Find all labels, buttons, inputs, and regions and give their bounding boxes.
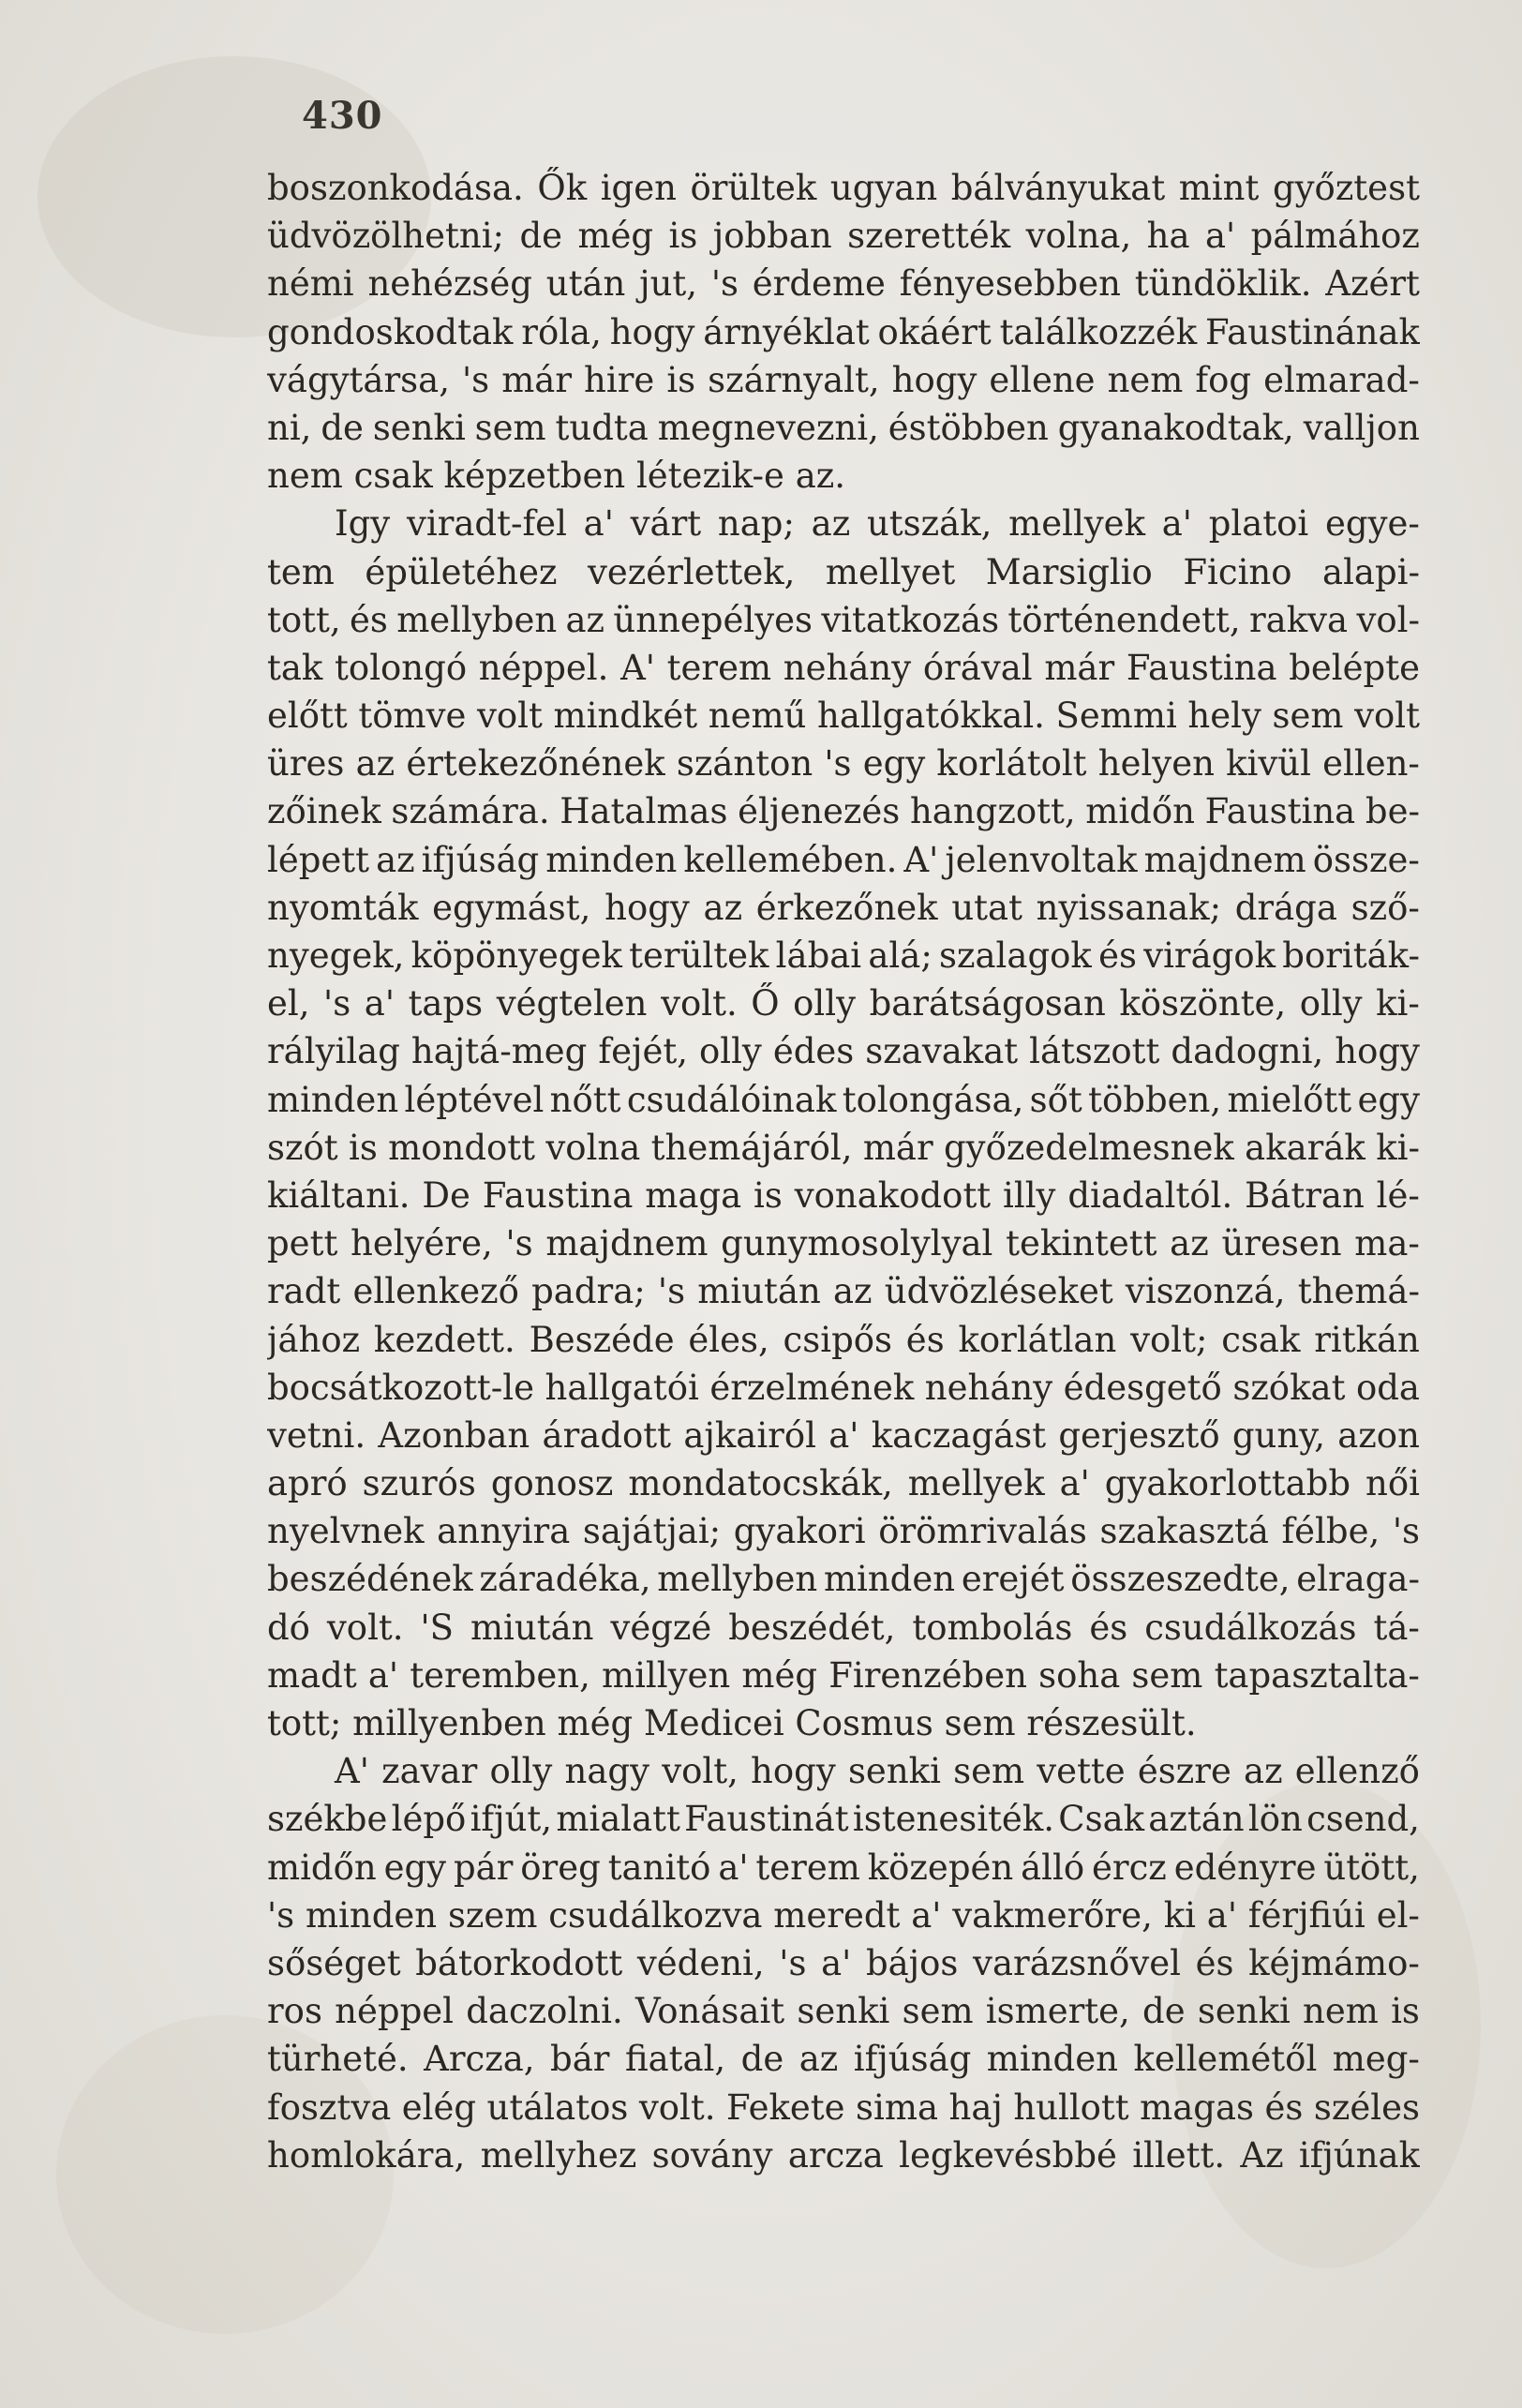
page-number: 430 <box>302 94 383 138</box>
text-line: tott; millyenben még Medicei Cosmus sem részesült. <box>267 1703 1197 1743</box>
text-line: némi nehézség után jut, 's érdeme fényesebben tündöklik. Azért <box>267 263 1420 305</box>
text-line: madt a' teremben, millyen még Firenzében soha sem tapasztalta- <box>267 1654 1420 1696</box>
text-line: A' zavar olly nagy volt, hogy senki sem vette észre az ellenző <box>335 1751 1420 1792</box>
text-line: ros néppel daczolni. Vonásait senki sem ismerte, de senki nem is <box>267 1991 1420 2032</box>
text-line: lépett az ifjúság minden kellemében. A' jelenvoltak majdnem össze- <box>267 839 1420 880</box>
text-line: nyegek, köpönyegek terültek lábai alá; szalagok és virágok boriták- <box>267 935 1420 976</box>
body-text <box>267 164 1420 2179</box>
text-line: midőn egy pár öreg tanitó a' terem közepén álló ércz edényre ütött, <box>267 1847 1420 1888</box>
text-line: apró szurós gonosz mondatocskák, mellyek a' gyakorlottabb női <box>267 1463 1420 1504</box>
text-line: el, 's a' taps végtelen volt. Ő olly barátságosan köszönte, olly ki- <box>267 983 1420 1025</box>
text-line: jához kezdett. Beszéde éles, csipős és korlátlan volt; csak ritkán <box>267 1319 1420 1360</box>
text-line: vetni. Azonban áradott ajkairól a' kaczagást gerjesztő guny, azon <box>267 1414 1420 1456</box>
text-line: 's minden szem csudálkozva meredt a' vakmerőre, ki a' férjfiúi el- <box>267 1894 1420 1936</box>
text-line: rályilag hajtá-meg fejét, olly édes szavakat látszott dadogni, hogy <box>267 1031 1420 1072</box>
text-line: beszédének záradéka, mellyben minden erejét összeszedte, elraga- <box>267 1559 1420 1600</box>
text-line: vágytársa, 's már hire is szárnyalt, hogy ellene nem fog elmarad- <box>267 359 1420 400</box>
text-line: radt ellenkező padra; 's miután az üdvözléseket viszonzá, themá- <box>267 1271 1420 1312</box>
text-line: székbe lépő ifjút, mialatt Faustinát istenesiték. Csak aztán lön csend, <box>267 1799 1420 1840</box>
text-line: szót is mondott volna themájáról, már győzedelmesnek akarák ki- <box>267 1127 1420 1168</box>
text-line: ni, de senki sem tudta megnevezni, éstöbben gyanakodtak, valljon <box>267 407 1420 448</box>
text-line: kiáltani. De Faustina maga is vonakodott illy diadaltól. Bátran lé- <box>267 1174 1420 1216</box>
text-line: tak tolongó néppel. A' terem nehány órával már Faustina belépte <box>267 647 1420 688</box>
text-line: bocsátkozott-le hallgatói érzelmének nehány édesgető szókat oda <box>267 1367 1420 1408</box>
text-line: nem csak képzetben létezik-e az. <box>267 456 846 497</box>
text-line: Igy viradt-fel a' várt nap; az utszák, mellyek a' platoi egye- <box>335 503 1420 545</box>
text-line: előtt tömve volt mindkét nemű hallgatókkal. Semmi hely sem volt <box>267 695 1420 737</box>
text-line: tem épületéhez vezérlettek, mellyet Marsiglio Ficino alapi- <box>267 551 1420 592</box>
text-line: üdvözölhetni; de még is jobban szerették volna, ha a' pálmához <box>267 216 1420 257</box>
text-line: dó volt. 'S miután végzé beszédét, tombolás és csudálkozás tá- <box>267 1607 1420 1648</box>
text-line: zőinek számára. Hatalmas éljenezés hangzott, midőn Faustina be- <box>267 791 1420 832</box>
text-line: gondoskodtak róla, hogy árnyéklat okáért találkozzék Faustinának <box>267 311 1420 352</box>
text-line: sőséget bátorkodott védeni, 's a' bájos varázsnővel és kéjmámo- <box>267 1942 1420 1983</box>
text-line: minden léptével nőtt csudálóinak tolongása, sőt többen, mielőtt egy <box>267 1079 1420 1120</box>
text-line: fosztva elég utálatos volt. Fekete sima haj hullott magas és széles <box>267 2086 1420 2128</box>
text-line: nyelvnek annyira sajátjai; gyakori örömrivalás szakasztá félbe, 's <box>267 1511 1420 1552</box>
text-line: pett helyére, 's majdnem gunymosolylyal tekintett az üresen ma- <box>267 1223 1420 1264</box>
text-line: tott, és mellyben az ünnepélyes vitatkozás történendett, rakva vol- <box>267 599 1420 640</box>
text-line: boszonkodása. Ők igen örültek ugyan bálványukat mint győztest <box>267 168 1420 208</box>
text-line: nyomták egymást, hogy az érkezőnek utat nyissanak; drága sző- <box>267 887 1420 928</box>
text-line: türheté. Arcza, bár fiatal, de az ifjúság minden kellemétől meg- <box>267 2039 1420 2080</box>
text-line: homlokára, mellyhez sovány arcza legkevésbbé illett. Az ifjúnak <box>267 2134 1420 2176</box>
text-line: üres az értekezőnének szánton 's egy korlátolt helyen kivül ellen- <box>267 743 1420 785</box>
